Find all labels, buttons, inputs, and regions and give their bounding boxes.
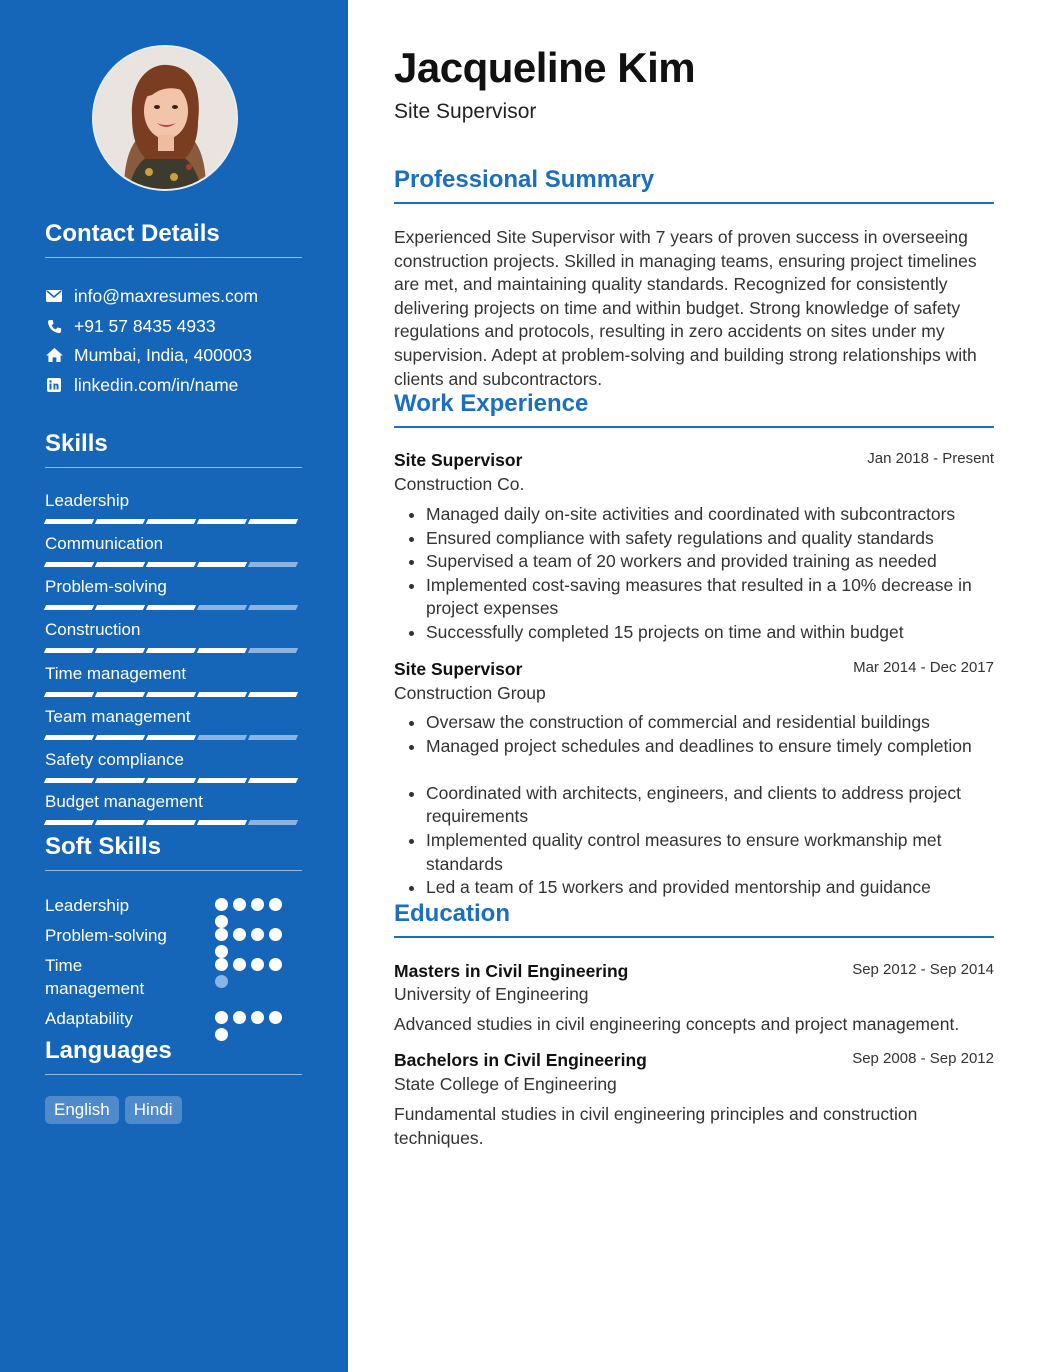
job-dates: Jan 2018 - Present	[867, 450, 994, 467]
skill-item	[45, 707, 302, 740]
skill-segment	[248, 562, 298, 567]
list-item: • Managed daily on-site activities and coordinated with subcontractors	[426, 503, 994, 527]
rating-dot	[269, 958, 282, 971]
education-heading: Education	[394, 900, 994, 938]
sidebar	[0, 0, 348, 1372]
skill-segment	[95, 648, 145, 653]
summary-text: Experienced Site Supervisor with 7 years of proven success in overseeing construction projects. Skilled in managing teams, ensuring project timelines are met, and maintaining quality standards. Recognized for consistently delivering projects on time and within budget. Strong knowledge of safety regulations and protocols, resulting in zero accidents on sites under my supervision. Adept at problem-solving and building strong relationships with clients and subcontractors.	[394, 227, 977, 389]
rating-dot	[233, 928, 246, 941]
list-item: • Implemented quality control measures to ensure workmanship met standards	[426, 829, 994, 876]
phone-icon	[45, 318, 63, 334]
soft-skill-rating	[215, 958, 287, 988]
degree-description: Advanced studies in civil engineering concepts and project management.	[394, 1014, 960, 1034]
skill-segment	[95, 778, 145, 783]
contact-email[interactable]	[45, 285, 258, 307]
skill-name: Safety compliance	[45, 750, 184, 769]
skill-segment	[248, 735, 298, 740]
contact-phone-text: +91 57 8435 4933	[74, 315, 216, 336]
job-bullets	[394, 711, 994, 900]
skill-segment	[248, 605, 298, 610]
skill-segment	[248, 778, 298, 783]
skill-segment	[44, 778, 94, 783]
home-icon	[45, 347, 63, 363]
skill-level-bar	[45, 820, 302, 825]
degree-description: Fundamental studies in civil engineering principles and construction techniques.	[394, 1104, 918, 1148]
skill-level-bar	[45, 562, 302, 567]
skill-item	[45, 664, 302, 697]
rating-dot	[233, 1011, 246, 1024]
skill-segment	[146, 820, 196, 825]
skill-segment	[248, 648, 298, 653]
skill-name: Construction	[45, 620, 141, 639]
soft-skill-name: Time management	[45, 956, 145, 998]
soft-skill-name: Leadership	[45, 896, 130, 915]
skill-segment	[95, 692, 145, 697]
skill-segment	[44, 692, 94, 697]
rating-dot	[215, 928, 228, 941]
skill-level-bar	[45, 778, 302, 783]
skill-segment	[44, 562, 94, 567]
skill-level-bar	[45, 605, 302, 610]
skill-level-bar	[45, 692, 302, 697]
skill-segment	[197, 519, 247, 524]
job-company: Construction Group	[394, 683, 546, 703]
degree-title: Bachelors in Civil Engineering	[394, 1050, 647, 1070]
skill-level-bar	[45, 519, 302, 524]
list-item: • Led a team of 15 workers and provided mentorship and guidance	[426, 876, 994, 900]
rating-dot	[251, 958, 264, 971]
rating-dot	[233, 958, 246, 971]
school-name: University of Engineering	[394, 984, 589, 1004]
degree-dates: Sep 2008 - Sep 2012	[852, 1050, 994, 1067]
list-item: • Supervised a team of 20 workers and provided training as needed	[426, 550, 994, 574]
envelope-icon	[45, 288, 63, 304]
skill-segment	[248, 692, 298, 697]
job-bullets	[394, 503, 994, 645]
skill-level-bar	[45, 648, 302, 653]
list-item: • Managed project schedules and deadlines to ensure timely completion	[426, 735, 994, 759]
list-item: • Oversaw the construction of commercial and residential buildings	[426, 711, 994, 735]
rating-dot	[215, 975, 228, 988]
skill-segment	[95, 519, 145, 524]
soft-skills-heading: Soft Skills	[45, 833, 302, 871]
candidate-name: Jacqueline Kim	[394, 44, 696, 91]
linkedin-icon	[45, 377, 63, 393]
list-item: • Successfully completed 15 projects on time and within budget	[426, 621, 994, 645]
skill-segment	[44, 605, 94, 610]
contact-email-text: info@maxresumes.com	[74, 285, 259, 306]
skill-item	[45, 534, 302, 567]
skill-name: Communication	[45, 534, 164, 553]
rating-dot	[215, 1011, 228, 1024]
experience-heading: Work Experience	[394, 390, 994, 428]
rating-dot	[269, 928, 282, 941]
soft-skill-name: Problem-solving	[45, 926, 167, 945]
summary-heading: Professional Summary	[394, 166, 994, 204]
skill-level-bar	[45, 735, 302, 740]
skill-segment	[248, 820, 298, 825]
rating-dot	[251, 1011, 264, 1024]
soft-skill-item	[45, 1007, 302, 1030]
contact-linkedin[interactable]	[45, 374, 238, 396]
skill-segment	[197, 648, 247, 653]
job-title: Site Supervisor	[394, 450, 523, 470]
skill-segment	[197, 778, 247, 783]
skill-segment	[44, 519, 94, 524]
skill-segment	[197, 605, 247, 610]
degree-title: Masters in Civil Engineering	[394, 961, 629, 981]
list-item: • Coordinated with architects, engineers, and clients to address project requirements	[426, 782, 994, 829]
skills-heading: Skills	[45, 430, 302, 468]
skill-item	[45, 491, 302, 524]
soft-skill-item	[45, 954, 302, 1000]
skill-segment	[95, 820, 145, 825]
rating-dot	[269, 898, 282, 911]
job-dates: Mar 2014 - Dec 2017	[853, 659, 994, 676]
skill-name: Leadership	[45, 491, 130, 510]
skill-item	[45, 620, 302, 653]
skill-segment	[146, 648, 196, 653]
contact-linkedin-text: linkedin.com/in/name	[74, 374, 239, 395]
skill-segment	[44, 820, 94, 825]
soft-skill-name: Adaptability	[45, 1009, 133, 1028]
rating-dot	[269, 1011, 282, 1024]
languages-list	[45, 1096, 182, 1124]
rating-dot	[233, 898, 246, 911]
skill-item	[45, 750, 302, 783]
contact-phone[interactable]	[45, 315, 216, 337]
school-name: State College of Engineering	[394, 1074, 617, 1094]
soft-skill-item	[45, 924, 302, 947]
rating-dot	[215, 898, 228, 911]
skill-segment	[197, 820, 247, 825]
skill-name: Time management	[45, 664, 187, 683]
candidate-title: Site Supervisor	[394, 100, 537, 123]
degree-dates: Sep 2012 - Sep 2014	[852, 961, 994, 978]
skill-name: Budget management	[45, 792, 203, 811]
skill-item	[45, 792, 302, 825]
skill-segment	[197, 562, 247, 567]
list-item: • Ensured compliance with safety regulations and quality standards	[426, 527, 994, 551]
skill-segment	[197, 735, 247, 740]
language-badge: Hindi	[125, 1096, 182, 1124]
contact-address-text: Mumbai, India, 400003	[74, 344, 253, 365]
skill-name: Problem-solving	[45, 577, 167, 596]
skill-name: Team management	[45, 707, 191, 726]
skill-segment	[44, 735, 94, 740]
skill-segment	[146, 735, 196, 740]
rating-dot	[251, 928, 264, 941]
language-badge: English	[45, 1096, 119, 1124]
avatar	[92, 45, 238, 191]
contact-address	[45, 344, 252, 366]
contact-heading: Contact Details	[45, 220, 302, 258]
skill-segment	[146, 605, 196, 610]
skill-segment	[95, 605, 145, 610]
skill-segment	[44, 648, 94, 653]
job-title: Site Supervisor	[394, 659, 523, 679]
skill-segment	[146, 519, 196, 524]
rating-dot	[251, 898, 264, 911]
languages-heading: Languages	[45, 1037, 302, 1075]
skill-segment	[248, 519, 298, 524]
skill-item	[45, 577, 302, 610]
job-company: Construction Co.	[394, 474, 525, 494]
skill-segment	[146, 778, 196, 783]
skill-segment	[95, 735, 145, 740]
skill-segment	[95, 562, 145, 567]
list-item: • Implemented cost-saving measures that resulted in a 10% decrease in project expenses	[426, 574, 994, 621]
skill-segment	[146, 562, 196, 567]
soft-skill-item	[45, 894, 302, 917]
rating-dot	[215, 958, 228, 971]
skill-segment	[146, 692, 196, 697]
skill-segment	[197, 692, 247, 697]
